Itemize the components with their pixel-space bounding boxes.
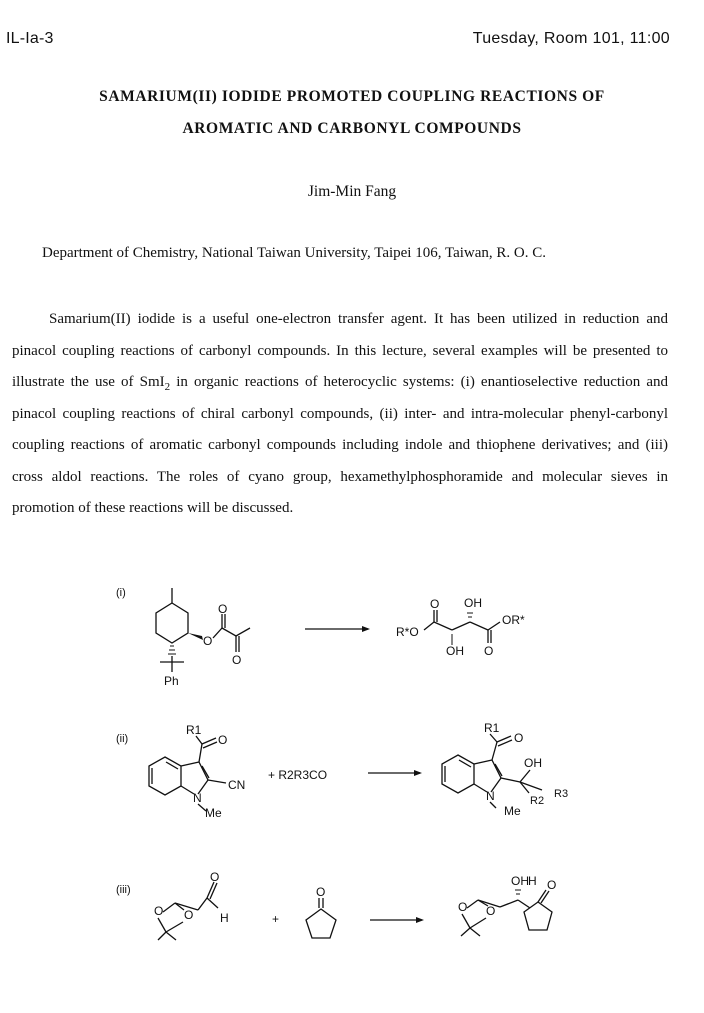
scheme-ii-r1: R1: [186, 723, 202, 737]
scheme-i-carbonyl-o1: O: [218, 602, 228, 616]
product-indole-benzene-ring: [442, 755, 474, 793]
scheme-iii-product-oh: OH: [511, 874, 529, 888]
scheme-i-r-o: R*O: [396, 625, 419, 639]
scheme-i: [116, 587, 525, 688]
scheme-iii-plus: +: [272, 912, 280, 926]
scheme-ii-product-me: Me: [504, 804, 521, 818]
author: Jim-Min Fang: [307, 183, 397, 200]
title-line-1: SAMARIUM(II) IODIDE PROMOTED COUPLING REACTIONS OF: [99, 88, 605, 105]
scheme-ii-n: N: [193, 791, 202, 805]
menthyl-ring: [156, 603, 188, 643]
scheme-i-o-bottom: O: [484, 644, 494, 658]
affiliation: Department of Chemistry, National Taiwan University, Taipei 106, Taiwan, R. O. C.: [42, 245, 546, 261]
indole-benzene-ring: [149, 757, 181, 795]
scheme-i-or: OR*: [502, 613, 525, 627]
scheme-i-o-top: O: [430, 597, 440, 611]
scheme-iii: [116, 870, 556, 940]
scheme-iii-product-h: H: [528, 874, 537, 888]
scheme-iii-product-o2: O: [486, 904, 496, 918]
scheme-i-ph: Ph: [164, 674, 179, 688]
session-time-room: Tuesday, Room 101, 11:00: [472, 30, 670, 47]
scheme-iii-h: H: [220, 911, 229, 925]
scheme-ii-reagent: + R2R3CO: [268, 768, 328, 782]
abstract-part-2: in organic reactions of heterocyclic systems: (i) enantioselective reduction and pinacol coupling reactions of chiral carbonyl compounds, (ii) inter- and intra-molecular phenyl-carbonyl coupling reactions of aromatic carbonyl compounds including indole and thiophene derivatives; and (iii) cross aldol reactions. The roles of cyano group, hexamethylphosphoramide and molecular sieves in promotion of these reactions will be discussed.: [12, 374, 668, 516]
scheme-ii-cn: CN: [228, 778, 246, 792]
scheme-ii-me: Me: [205, 806, 222, 820]
cyclopentanone-ring: [306, 909, 336, 938]
scheme-ii-o: O: [218, 733, 228, 747]
scheme-ii-product-r2: R2: [530, 795, 545, 807]
scheme-i-oh-top: OH: [464, 596, 482, 610]
abstract-subscript: 2: [164, 381, 171, 393]
scheme-ii-product-r3: R3: [554, 788, 569, 800]
scheme-ii-label: (ii): [116, 733, 129, 745]
scheme-iii-label: (iii): [116, 884, 131, 896]
scheme-iii-o1: O: [154, 904, 164, 918]
scheme-i-ester-o: O: [203, 634, 213, 648]
scheme-iii-o2: O: [184, 908, 194, 922]
session-code: IL-Ia-3: [6, 30, 54, 47]
abstract-part-1: Samarium(II) iodide is a useful one-electron transfer agent. It has been utilized in reduction and pinacol coupling reactions of carbonyl compounds. In this lecture, several examples will be presented to illustrate the use of SmI: [12, 311, 668, 390]
scheme-ii-product-o: O: [514, 731, 524, 745]
scheme-ii-product-n: N: [486, 789, 495, 803]
scheme-iii-ketone-o: O: [316, 885, 326, 899]
scheme-iii-product-o-ket: O: [547, 878, 557, 892]
scheme-iii-o-ald: O: [210, 870, 220, 884]
scheme-iii-product-o1: O: [458, 900, 468, 914]
scheme-ii: [116, 721, 568, 820]
title-line-2: AROMATIC AND CARBONYL COMPOUNDS: [182, 120, 522, 137]
scheme-i-oh-bottom: OH: [446, 644, 464, 658]
scheme-i-carbonyl-o2: O: [232, 653, 242, 667]
scheme-ii-product-oh: OH: [524, 756, 542, 770]
scheme-i-label: (i): [116, 587, 126, 599]
scheme-ii-product-r1: R1: [484, 721, 500, 735]
